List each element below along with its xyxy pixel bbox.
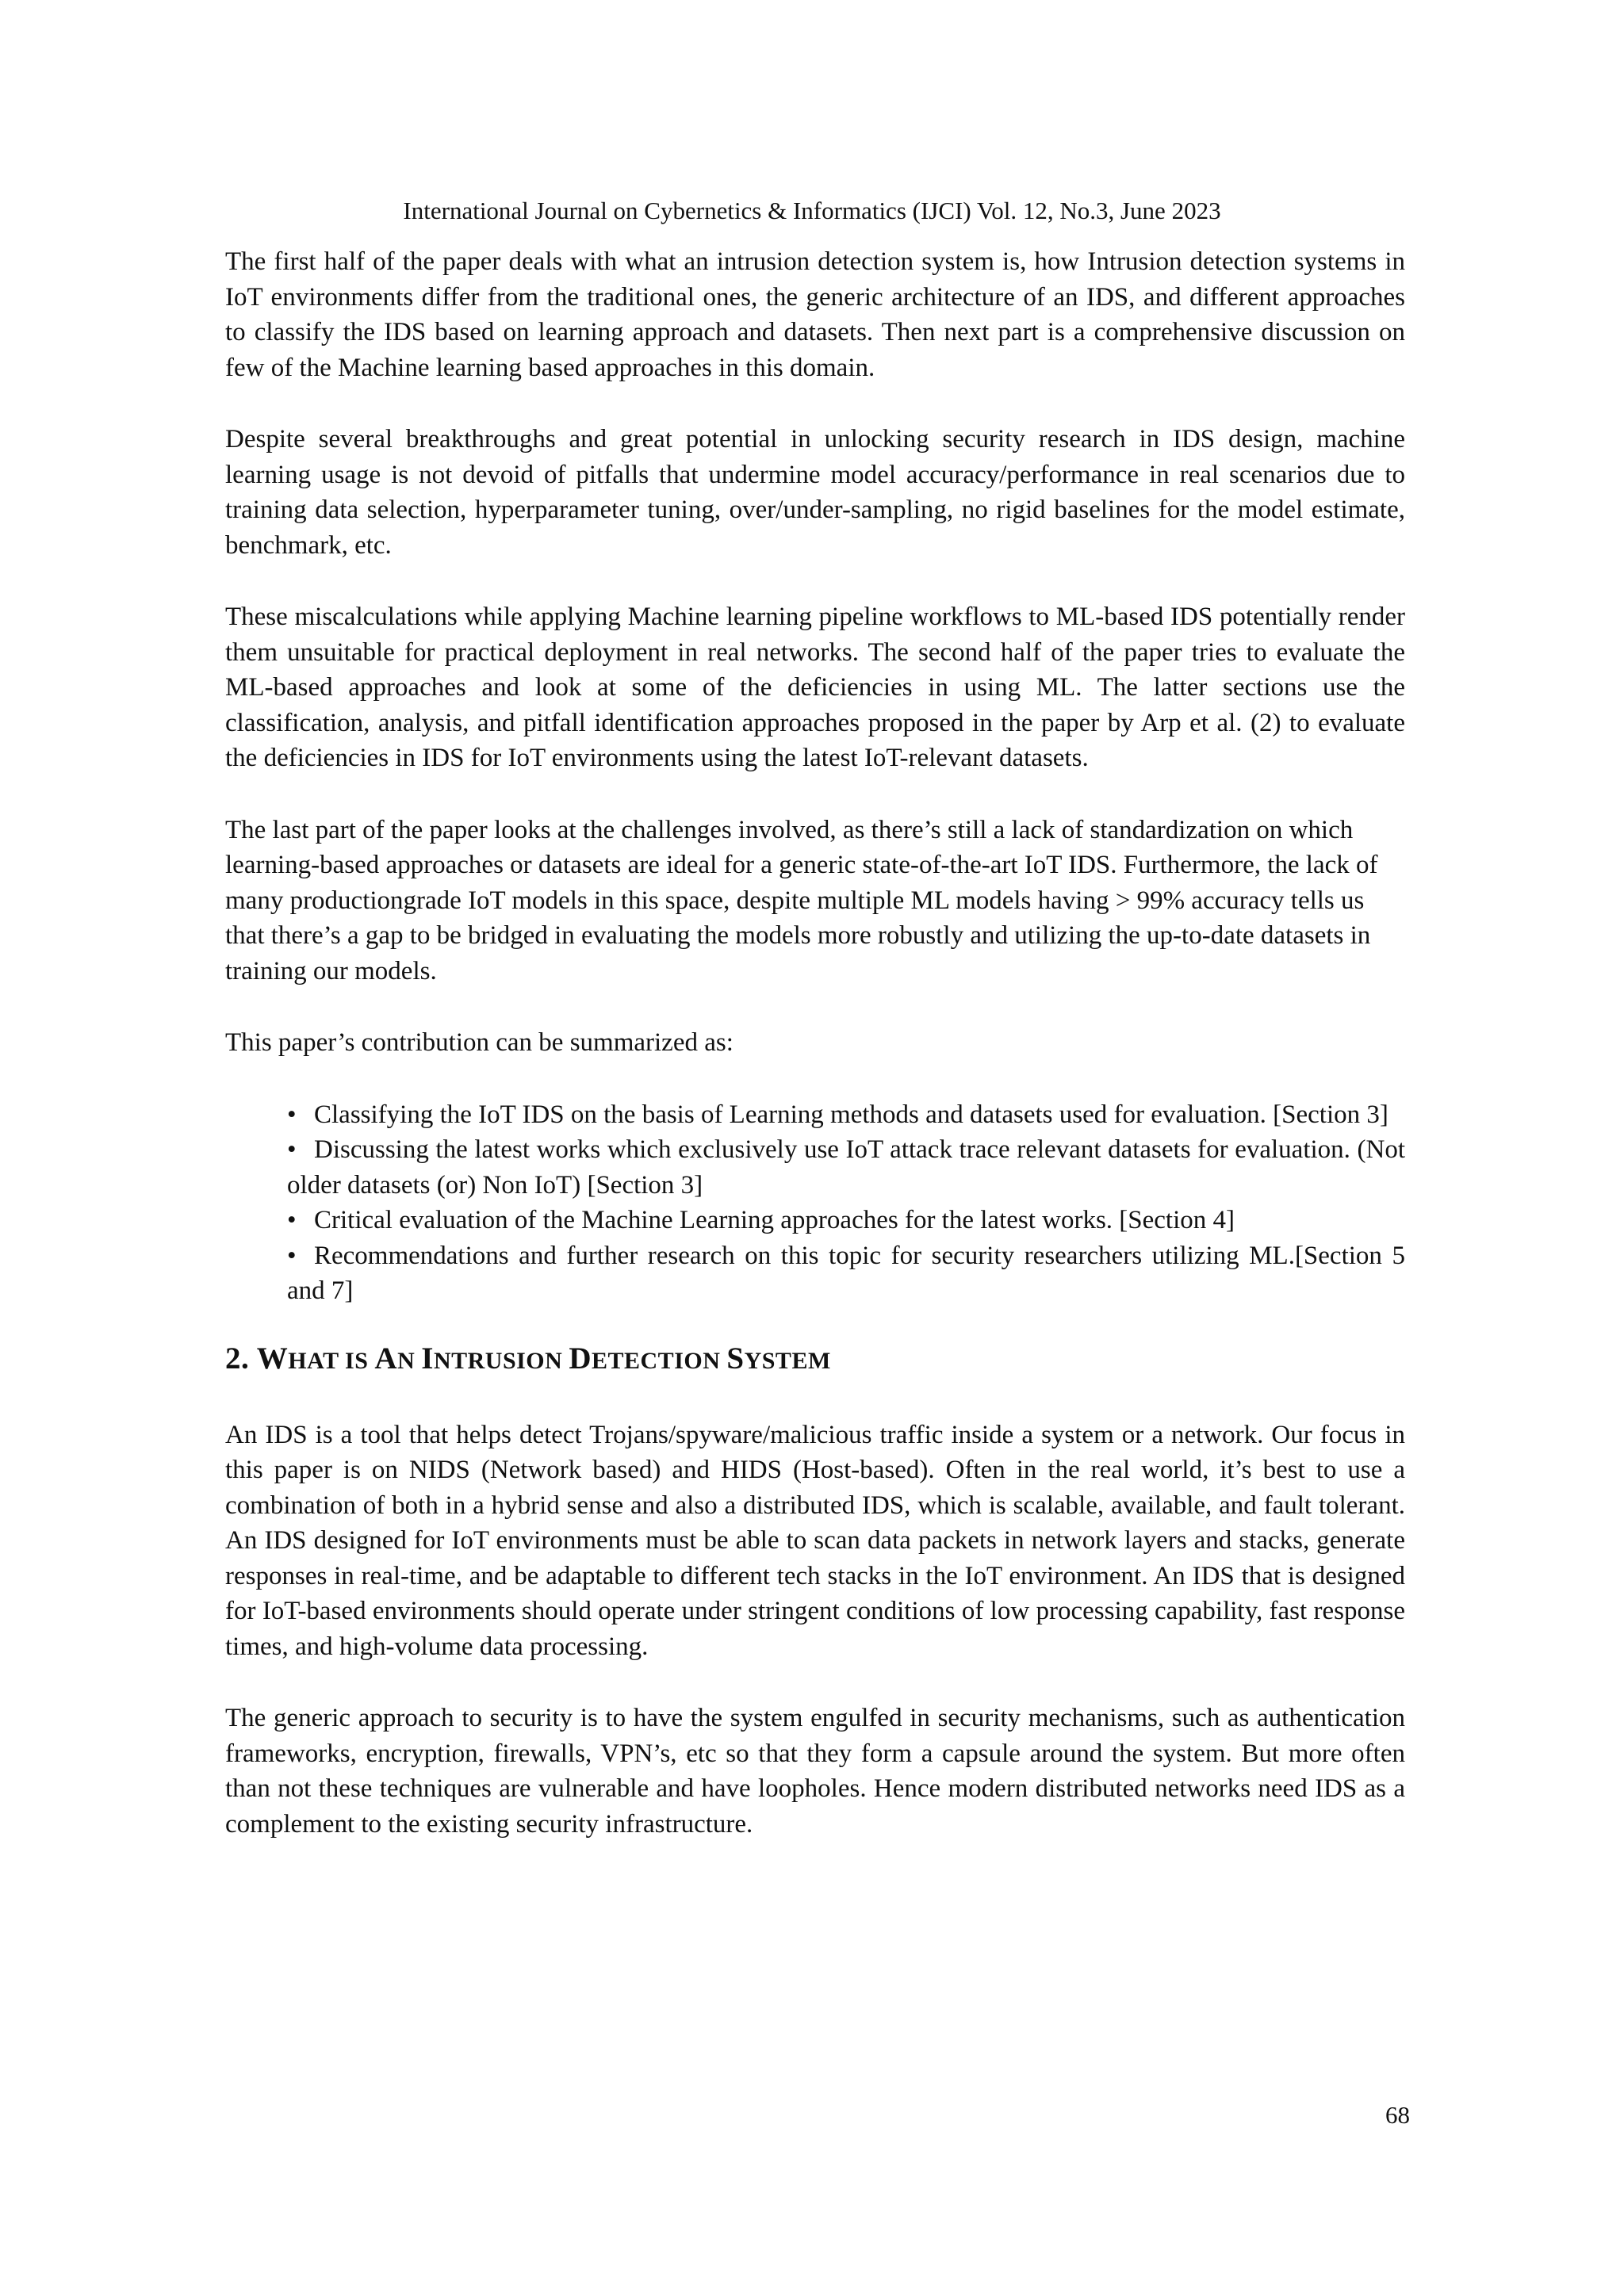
list-item <box>287 1097 1405 1133</box>
list-item <box>287 1203 1405 1238</box>
bullet-icon: • <box>287 1241 297 1270</box>
paragraph-security-approach: The generic approach to security is to have the system engulfed in security mechanisms, such as authentication frameworks, encryption, firewalls, VPN’s, etc so that they form a capsule around the system. But more often than not these techniques are vulnerable and have loopholes. Hence modern distributed networks need IDS as a complement to the existing security infrastructure. <box>225 1704 1405 1839</box>
bullet-icon: • <box>287 1100 297 1129</box>
paragraph-ids-definition: An IDS is a tool that helps detect Trojans/spyware/malicious traffic inside a system or a network. Our focus in this paper is on NIDS (Network based) and HIDS (Host-based). Often in the real world, it’s best to use a combination of both in a hybrid sense and also a distributed IDS, which is scalable, available, and fault tolerant. An IDS designed for IoT environments must be able to scan data packets in network layers and stacks, generate responses in real-time, and be adaptable to different tech stacks in the IoT environment. An IDS that is designed for IoT-based environments should operate under stringent conditions of low processing capability, fast response times, and high-volume data processing. <box>225 1420 1405 1661</box>
list-item-text: Critical evaluation of the Machine Learning approaches for the latest works. [Section 4] <box>314 1206 1235 1234</box>
section-heading <box>225 1339 1405 1381</box>
contribution-list <box>225 1097 1405 1309</box>
paragraph-evaluation-approach: These miscalculations while applying Machine learning pipeline workflows to ML-based IDS potentially render them unsuitable for practical deployment in real networks. The second half of the paper tries to evaluate the ML-based approaches and look at some of the deficiencies in using ML. The latter sections use the classification, analysis, and pitfall identification approaches proposed in the paper by Arp et al. (2) to evaluate the deficiencies in IDS for IoT environments using the latest IoT-relevant datasets. <box>225 603 1405 772</box>
list-item-text: Discussing the latest works which exclusively use IoT attack trace relevant datasets for evaluation. (Not older datasets (or) Non IoT) [Section 3] <box>287 1135 1405 1200</box>
page-body <box>225 244 1405 1878</box>
list-item-text: Classifying the IoT IDS on the basis of Learning methods and datasets used for evaluation. [Section 3] <box>314 1100 1388 1129</box>
section-title: WHAT IS AN INTRUSION DETECTION SYSTEM <box>256 1341 831 1376</box>
list-item-text: Recommendations and further research on this topic for security researchers utilizing ML.[Section 5 and 7] <box>287 1241 1405 1305</box>
page-number: 68 <box>1385 2101 1410 2129</box>
paragraph-contribution-intro: This paper’s contribution can be summarized as: <box>225 1028 733 1057</box>
paragraph-challenges: The last part of the paper looks at the challenges involved, as there’s still a lack of standardization on which learning-based approaches or datasets are ideal for a generic state-of-the-art IoT IDS. Furthermore, the lack of many productiongrade IoT models in this space, despite multiple ML models having > 99% accuracy tells us that there’s a gap to be bridged in evaluating the models more robustly and utilizing the up-to-date datasets in training our models. <box>225 815 1378 985</box>
paragraph-paper-overview: The first half of the paper deals with what an intrusion detection system is, how Intrusion detection systems in IoT environments differ from the traditional ones, the generic architecture of an IDS, and different approaches to classify the IDS based on learning approach and datasets. Then next part is a comprehensive discussion on few of the Machine learning based approaches in this domain. <box>225 247 1405 382</box>
section-number: 2. <box>225 1341 250 1376</box>
bullet-icon: • <box>287 1206 297 1234</box>
paragraph-ml-pitfalls: Despite several breakthroughs and great potential in unlocking security research in IDS design, machine learning usage is not devoid of pitfalls that undermine model accuracy/performance in real scenarios due to training data selection, hyperparameter tuning, over/under-sampling, no rigid baselines for the model estimate, benchmark, etc. <box>225 425 1405 560</box>
list-item <box>287 1132 1405 1203</box>
list-item <box>287 1238 1405 1309</box>
running-header: International Journal on Cybernetics & Informatics (IJCI) Vol. 12, No.3, June 2023 <box>403 197 1221 224</box>
bullet-icon: • <box>287 1135 297 1164</box>
